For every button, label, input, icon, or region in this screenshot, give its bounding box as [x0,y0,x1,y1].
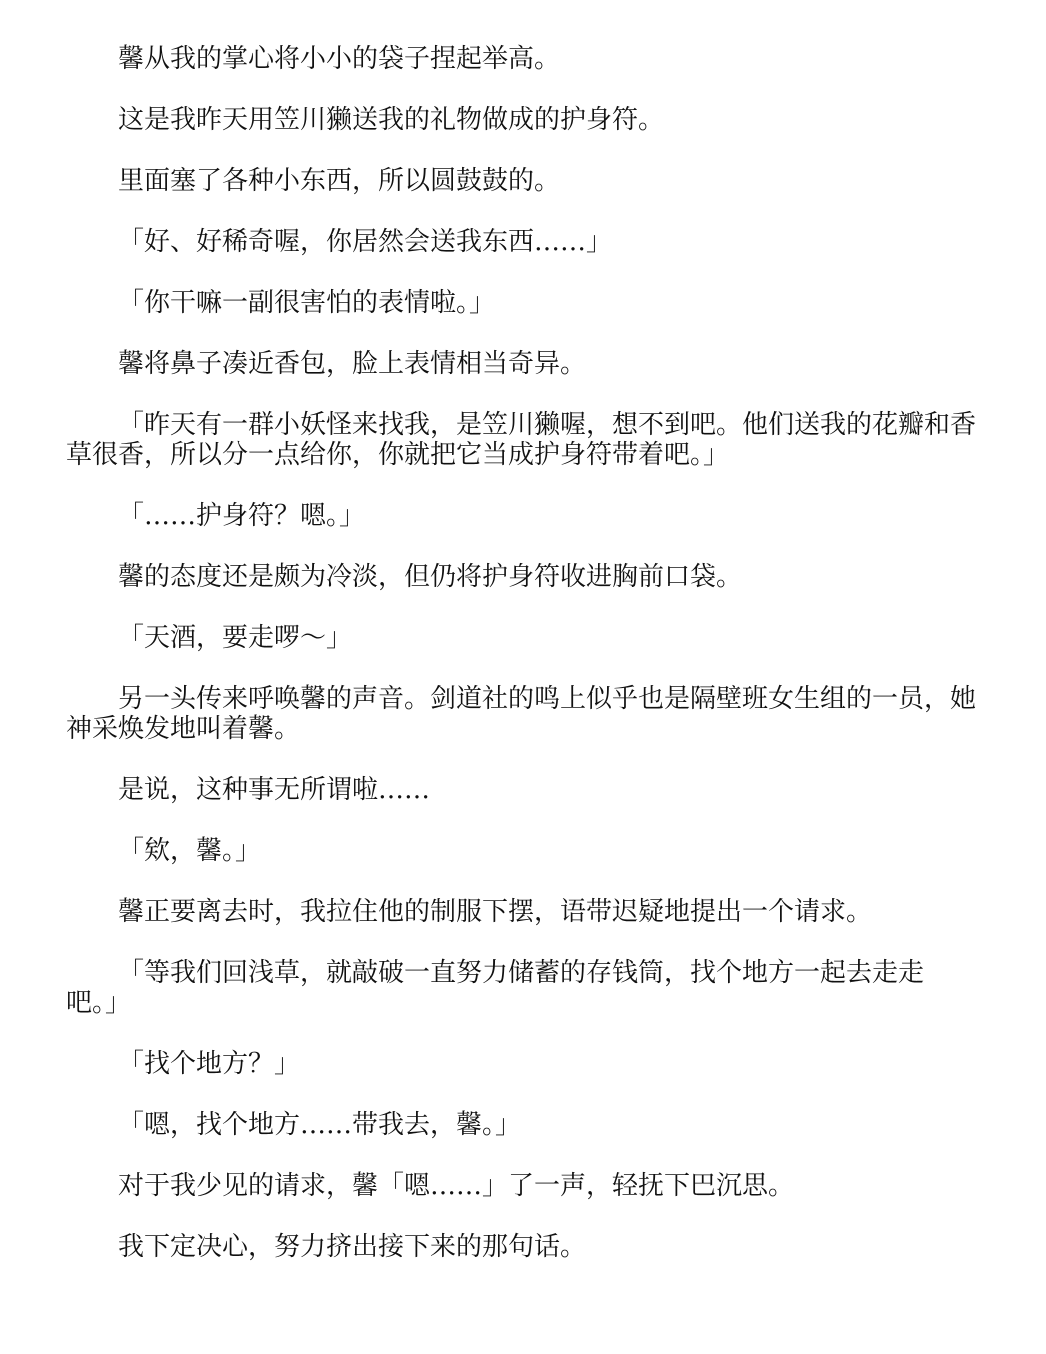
paragraph: 「找个地方？」 [118,1049,301,1079]
paragraph: 馨从我的掌心将小小的袋子捏起举高。 [118,44,561,74]
paragraph: 馨正要离去时，我拉住他的制服下摆，语带迟疑地提出一个请求。 [118,897,873,927]
document-page [66,44,976,1293]
paragraph: 「昨天有一群小妖怪来找我，是笠川獭喔，想不到吧。他们送我的花瓣和香草很香，所以分一点给你，你就把它当成护身符带着吧。」 [66,410,977,470]
paragraph: 这是我昨天用笠川獭送我的礼物做成的护身符。 [118,105,665,135]
paragraph: 「欸，馨。」 [118,836,262,866]
paragraph: 另一头传来呼唤馨的声音。剑道社的鸣上似乎也是隔壁班女生组的一员，她神采焕发地叫着馨。 [66,684,977,744]
paragraph: 「嗯，找个地方……带我去，馨。」 [118,1110,522,1140]
paragraph: 是说，这种事无所谓啦…… [118,775,431,805]
paragraph: 里面塞了各种小东西，所以圆鼓鼓的。 [118,166,561,196]
paragraph: 「天酒，要走啰～」 [118,623,353,653]
paragraph: 「……护身符？嗯。」 [118,501,366,531]
paragraph: 馨将鼻子凑近香包，脸上表情相当奇异。 [118,349,587,379]
paragraph: 对于我少见的请求，馨「嗯……」了一声，轻抚下巴沉思。 [118,1171,795,1201]
paragraph: 「等我们回浅草，就敲破一直努力储蓄的存钱筒，找个地方一起去走走吧。」 [66,958,925,1018]
paragraph: 「你干嘛一副很害怕的表情啦。」 [118,288,496,318]
paragraph: 「好、好稀奇喔，你居然会送我东西……」 [118,227,613,257]
paragraph: 馨的态度还是颇为冷淡，但仍将护身符收进胸前口袋。 [118,562,743,592]
paragraph: 我下定决心，努力挤出接下来的那句话。 [118,1232,587,1262]
